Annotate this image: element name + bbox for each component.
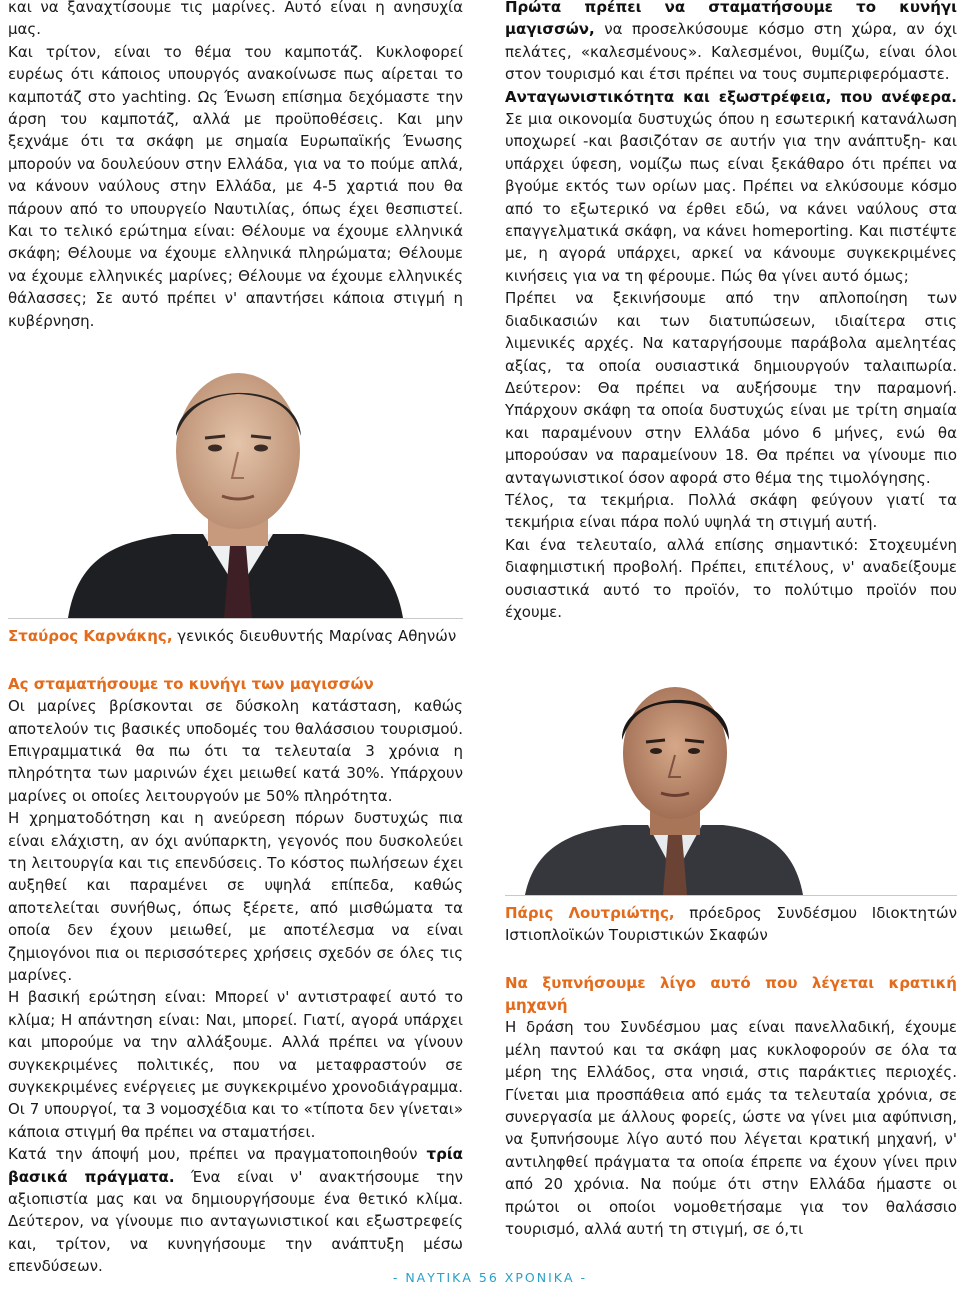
right-body: Η δράση του Συνδέσμου μας είναι πανελλαδική, έχουμε μέλη παντού και τα σκάφη μας κυκλοφορούν σε όλα τα μέρη της Ελλάδος, στα νησιά, στις παράκτιες περιοχές. Γίνεται μια προσπάθεια από εμάς τα τελευταία χρόνια, σε συνεργασία με άλλους φορείς, ώστε να γίνει μια αφύπνιση, να ξυπνήσουμε λίγο αυτό που λέγεται κρατική μηχανή, ν' αντιληφθεί πράγματα τα οποία έπρεπε να έχουν γίνει πριν από 20 χρόνια. Να πούμε ότι στην Ελλάδα ήμαστε οι πρώτοι οι οποίοι νομοθετήσαμε για τον θαλάσσιο τουρισμό, αλλά αυτή τη στιγμή, σε ό,τι — [505, 1018, 957, 1239]
right-p1-bold: Πρώτα πρέπει να σταματήσουμε το κυνήγι μαγισσών, — [505, 0, 957, 39]
caption-divider-right — [505, 895, 957, 896]
page-footer — [0, 1270, 961, 1285]
section-heading-left: Ας σταματήσουμε το κυνήγι των μαγισσών — [8, 675, 374, 694]
intro-paragraph-1: και να ξαναχτίσουμε τις μαρίνες. Αυτό είναι η ανησυχία μας. — [8, 0, 463, 39]
caption-name: Σταύρος Καρνάκης, — [8, 627, 173, 646]
right-paragraph-1 — [505, 0, 957, 86]
right-paragraph-4: Τέλος, τα τεκμήρια. Πολλά σκάφη φεύγουν γιατί τα τεκμήρια είναι πάρα πολύ υψηλά τη στιγμή αυτή. — [505, 490, 957, 532]
right-column — [505, 0, 957, 1240]
section-heading-right: Να ξυπνήσουμε λίγο αυτό που λέγεται κρατική μηχανή — [505, 974, 957, 1015]
caption-divider — [8, 618, 463, 619]
body-paragraph-1: Οι μαρίνες βρίσκονται σε δύσκολη κατάσταση, καθώς αποτελούν τις βασικές υποδομές του θαλάσσιου τουρισμού. Επιγραμματικά θα πω ότι τα τελευταία 3 χρόνια η πληρότητα των μαρινών έχει μειωθεί κατά 30%. Υπάρχουν μαρίνες οι οποίες λειτουργούν με 50% πληρότητα. — [8, 697, 463, 805]
right-p2-bold: Ανταγωνιστικότητα και εξωστρέφεια, που ανέφερα. — [505, 87, 957, 106]
portrait-karnakis — [8, 356, 463, 618]
last-para-start: Κατά την άποψή μου, πρέπει να πραγματοποιηθούν — [8, 1145, 427, 1164]
caption-role: γενικός διευθυντής Μαρίνας Αθηνών — [172, 627, 457, 646]
right-paragraph-3: Πρέπει να ξεκινήσουμε από την απλοποίηση των διαδικασιών και των διατυπώσεων, ιδιαίτερα στις λιμενικές αρχές. Να καταργήσουμε παράβολα αμελητέας αξίας, τα οποία ουσιαστικά δημιουργούν ταλαιπωρία. Δεύτερον: Θα πρέπει να αυξήσουμε την παραμονή. Υπάρχουν σκάφη τα οποία δυστυχώς είναι με τρίτη σημαία και παραμένουν στην Ελλάδα μόνο 6 μήνες, ενώ θα μπορούσαν να παραμείνουν 18. Θα πρέπει να γίνουμε πιο ανταγωνιστικοί όσον αφορά στο θέμα της τιμολόγησης. — [505, 289, 957, 487]
photo-stavros-karnakis — [8, 356, 463, 618]
intro-paragraph-2: Και τρίτον, είναι το θέμα του καμποτάζ. Κυκλοφορεί ευρέως ότι κάποιος υπουργός ανακοίνωσε πως αίρεται το καμποτάζ στο yachting. Ως Ένωση επίσημα δεχόμαστε την άρση του καμποτάζ, αλλά με προϋποθέσεις. Και μην ξεχνάμε ότι τα σκάφη με σημαία Ευρωπαϊκής Ένωσης μπορούν να δουλεύουν στην Ελλάδα, για να το πούμε απλά, να κάνουν ναύλους στην Ελλάδα, με 4-5 χαρτιά που θα πάρουν από το υπουργείο Ναυτιλίας, όπως έχει θεσπιστεί. Και το τελικό ερώτημα είναι: Θέλουμε να έχουμε ελληνικά σκάφη; Θέλουμε να έχουμε ελληνικά πληρώματα; Θέλουμε να έχουμε ελληνικές μαρίνες; Θέλουμε να έχουμε ελληνικές θάλασσες; Σε αυτό πρέπει ν' απαντήσει κάποια στιγμή η κυβέρνηση. — [8, 42, 463, 330]
last-para-bold: τρία βασικά πράγματα. — [8, 1145, 463, 1186]
caption-loutriotis — [505, 902, 957, 946]
body-paragraph-2: Η χρηματοδότηση και η ανεύρεση πόρων δυστυχώς πια είναι ελάχιστη, αν όχι ανύπαρκτη, γεγονός που δυσκολεύει τη λειτουργία και τις επενδύσεις. Το κόστος πωλήσεων έχει αυξηθεί και παραμένει σε υψηλά επίπεδα, καθώς αποτελείται συνήθως, όπως ξέρετε, από μισθώματα τα οποία δεν έχουν μειωθεί, με αποτέλεσμα να είναι ζημιογόνοι πια οι περισσότερες χρήσεις σχεδόν σε όλες τις μαρίνες. — [8, 809, 463, 984]
right-p2-rest: Σε μια οικονομία δυστυχώς όπου η εσωτερική κατανάλωση υποχωρεί -και βασιζόταν σε αυτήν για την ανάπτυξη- και υπάρχει ύφεση, νομίζω πως είναι ξεκάθαρο ότι πρέπει να βγούμε εκτός των ορίων μας. Πρέπει να ελκύσουμε κόσμο από το εξωτερικό να έρθει εδώ, να κάνει ναύλους στα επαγγελματικά σκάφη, να κάνει homeporting. Και πιστέψτε με, η αγορά υπάρχει, αρκεί να κάνουμε συγκεκριμένες κινήσεις για να τη φέρουμε. Πώς θα γίνει αυτό όμως; — [505, 110, 957, 285]
body-paragraph-3: Η βασική ερώτηση είναι: Μπορεί ν' αντιστραφεί αυτό το κλίμα; Η απάντηση είναι: Ναι, μπορεί. Γιατί, αγορά υπάρχει και μπορούμε να την αλλάξουμε. Αλλά πρέπει να γίνουν συγκεκριμένες πολιτικές, που να μεταφραστούν σε συγκεκριμένες ενέργειες με συγκεκριμένο χρονοδιάγραμμα. Οι 7 υπουργοί, τα 3 νομοσχέδια και το «τίποτα δεν γίνεται» κάποια στιγμή θα πρέπει να σταματήσει. — [8, 988, 463, 1141]
caption-role-right: πρόεδρος Συνδέσμου Ιδιοκτητών Ιστιοπλοϊκών Τουριστικών Σκαφών — [505, 904, 957, 945]
right-p1-rest: να προσελκύσουμε κόσμο στη χώρα, αν όχι πελάτες, «καλεσμένους». Καλεσμένοι, θυμίζω, είναι όλοι στον τουρισμό και έτσι πρέπει να τους συμπεριφερόμαστε. — [505, 20, 957, 84]
caption-karnakis — [8, 625, 463, 647]
body-paragraph-4 — [8, 1143, 463, 1277]
left-column — [8, 0, 463, 1278]
footer-text: - ΝΑΥΤΙΚΑ 56 ΧΡΟΝΙΚΑ - — [392, 1270, 587, 1285]
right-paragraph-5: Και ένα τελευταίο, αλλά επίσης σημαντικό: Στοχευμένη διαφημιστική προβολή. Πρέπει, επιτέλους, ν' αναδείξουμε ουσιαστικά αυτό το προϊόν, το πολύτιμο προϊόν που έχουμε. — [505, 535, 957, 621]
last-para-end: Ένα είναι ν' ανακτήσουμε την αξιοπιστία μας και να δημιουργήσουμε ένα θετικό κλίμα. Δεύτερον, να γίνουμε πιο ανταγωνιστικοί και εξωστρεφείς και, τρίτον, να κυνηγήσουμε την ανάπτυξη μέσω επενδύσεων. — [8, 1167, 463, 1276]
portrait-loutriotis — [505, 665, 957, 895]
right-paragraph-2 — [505, 86, 957, 288]
caption-name-right: Πάρις Λουτριώτης, — [505, 904, 675, 923]
photo-paris-loutriotis — [505, 665, 957, 895]
